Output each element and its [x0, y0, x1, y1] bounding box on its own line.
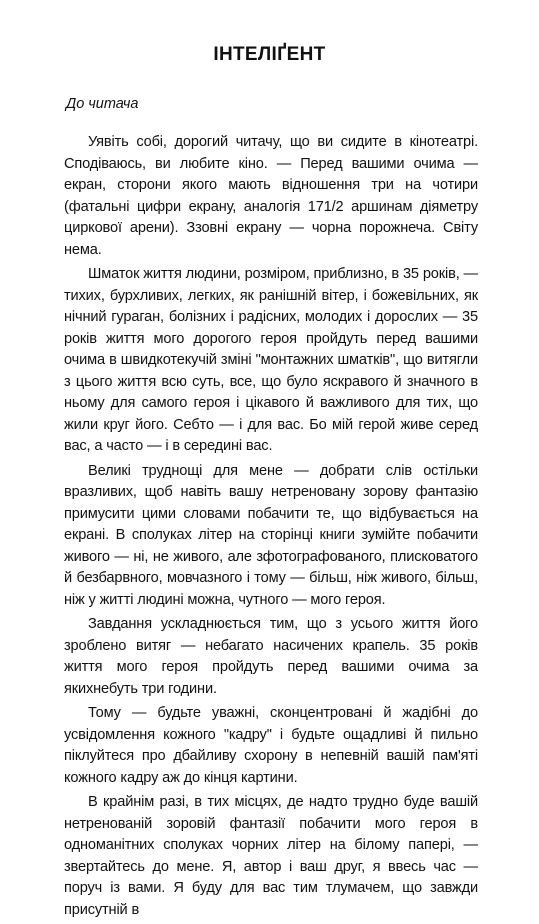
- body-text: [64, 132, 478, 924]
- document-title: ІНТЕЛІҐЕНТ: [213, 44, 326, 65]
- paragraph-4: Завдання ускладнюється тим, що з усього життя його зроблено витяг — небагато насичених крапель. 35 років життя мого героя пройдуть перед вашими очима за якихнебуть три години.: [64, 616, 478, 697]
- paragraph-3: Великі труднощі для мене — добрати слів остільки вразливих, щоб навіть вашу нетреновану зорову фантазію примусити цими словами побачити те, що відбувається на екрані. В сполуках літер на сторінці книги зумійте побачити живого — ні, не живого, але зфотографованого, плисковатого й безбарвного, мовчазного і тому — більш, ніж живого, більш, ніж у житті людині можна, чутного — мого героя.: [64, 462, 478, 608]
- paragraph-5: Тому — будьте уважні, сконцентровані й жадібні до усвідомлення кожного "кадру" і будьте ощадливі й пильно піклуйтеся про дбайливу схорону в непевній вашій пам'яті кожного кадру аж до кінця картини.: [64, 705, 478, 786]
- paragraph-1: Уявіть собі, дорогий читачу, що ви сидите в кінотеатрі. Сподіваюсь, ви любите кіно. — Перед вашими очима — екран, сторони якого мають відношення три на чотири (фатальні цифри екрану, аналогія 171/2 аршинам діяметру циркової арени). Ззовні екрану — чорна порожнеча. Світу нема.: [64, 134, 478, 258]
- paragraph-2: Шматок життя людини, розміром, приблизно, в 35 років, — тихих, бурхливих, легких, як ранішній вітер, і божевільних, як нічний гураган, болізних і радісних, молодих і дорослих — 35 років життя мого дорогого героя пройдуть перед вашими очима в швидкотекучій зміні "монтажних шматків", що витягли з цього життя всю суть, все, що було яскравого й значного в ньому для самого героя і цікавого й важливого для тих, що жили круг його. Себто — і для вас. Бо мій герой живе серед вас, а часто — і в середині вас.: [64, 266, 478, 454]
- addressee-heading: До читача: [66, 96, 139, 112]
- paragraph-6: В крайнім разі, в тих місцях, де надто трудно буде вашій нетренованій зоровій фантазії побачити мого героя в одноманітних сполуках чорних літер на білому папері, — звертайтесь до мене. Я, автор і ваш друг, я ввесь час — поруч із вами. Я буду для вас тим тлумачем, що завжди присутній в: [64, 794, 478, 918]
